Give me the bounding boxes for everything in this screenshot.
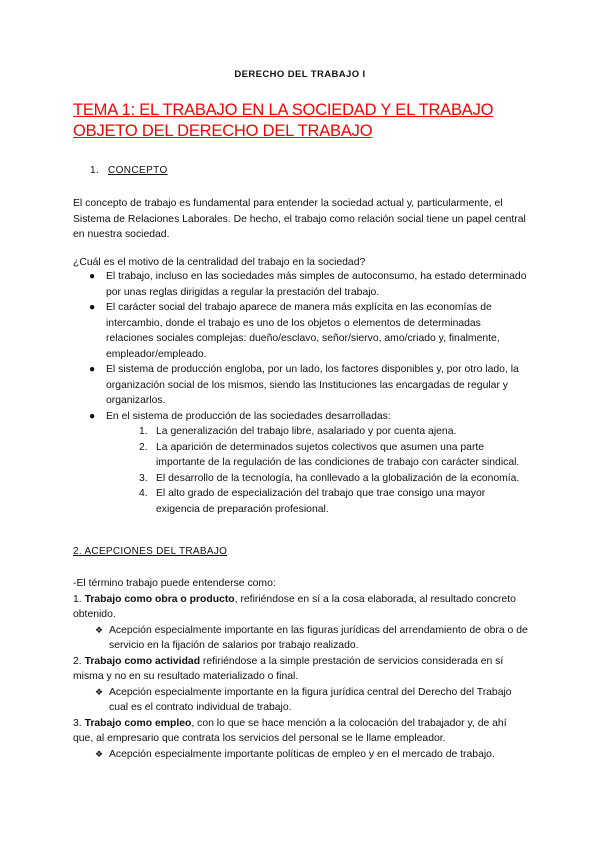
list-item [73,269,528,300]
sublist-number: 3. [139,472,148,484]
acepciones-intro: -El término trabajo puede entenderse como: [73,578,276,589]
bullet-icon: ● [89,271,96,282]
list-item [106,440,528,471]
document-title: DERECHO DEL TRABAJO I [234,69,366,80]
bullet-icon: ● [89,410,96,422]
acepcion-note-text: Acepción especialmente importante políticas de empleo y en el mercado de trabajo. [109,748,495,760]
list-item [106,471,528,487]
bullet-text: En el sistema de producción de las sociedades desarrolladas: [106,410,391,422]
sublist-text: La aparición de determinados sujetos colectivos que asumen una parte importante de la regulación de las condiciones de trabajo con carácter sindical. [156,441,520,468]
concept-bullet-list [73,269,528,517]
list-item [73,300,528,362]
acepcion-number: 1. [73,593,85,605]
sublist-number: 4. [139,488,148,499]
tema-heading-line-1: TEMA 1: EL TRABAJO EN LA SOCIEDAD Y EL TRABAJO [73,101,494,119]
acepcion-term: Trabajo como obra o producto [84,593,235,605]
acepcion-item-3 [73,716,528,747]
section-2-heading: 2. ACEPCIONES DEL TRABAJO [73,546,228,557]
developed-societies-sublist [106,424,528,517]
list-item [106,424,528,440]
bullet-icon: ● [89,364,96,375]
diamond-bullet-icon: ❖ [95,686,104,697]
acepcion-description: refiriéndose a la simple prestación de servicios considerada en sí misma y no en su resultado materializado o final. [73,655,504,682]
acepcion-note-3 [73,747,528,763]
acepciones-block [73,576,528,762]
acepcion-item-2 [73,654,528,685]
acepcion-note-1 [73,623,528,654]
sublist-number: 2. [139,441,148,453]
sublist-text: La generalización del trabajo libre, asalariado y por cuenta ajena. [156,426,457,437]
acepcion-term: Trabajo como empleo [84,717,192,729]
section-1-number: 1. [90,165,100,176]
acepcion-description: , con lo que se hace mención a la colocación del trabajador y, de ahí que, al empresario que contrata los servicios del personal se le llame empleador. [73,717,507,744]
sublist-text: El alto grado de especialización del trabajo que trae consigo una mayor exigencia de preparación profesional. [156,488,486,515]
centrality-question: ¿Cuál es el motivo de la centralidad del trabajo en la sociedad? [73,257,366,268]
bullet-icon: ● [89,302,96,313]
acepcion-description: , refiriéndose en sí a la cosa elaborada, al resultado concreto obtenido. [73,593,516,620]
tema-heading-line-2: OBJETO DEL DERECHO DEL TRABAJO [73,122,373,140]
acepcion-term: Trabajo como actividad [84,655,201,667]
acepcion-number: 2. [73,655,85,667]
sublist-number: 1. [139,426,148,437]
bullet-text: El carácter social del trabajo aparece de manera más explícita en las economías de intercambio, donde el trabajo es uno de los objetos o elementos de determinadas relaciones sociales complejas: dueño/esclavo, señor/siervo, amo/criado y, finalmente, empleador/empleado. [106,302,500,360]
diamond-bullet-icon: ❖ [95,748,104,759]
acepcion-note-text: Acepción especialmente importante en las figuras jurídicas del arrendamiento de obra o de servicio en la fijación de salarios por trabajo realizado. [109,624,528,651]
acepcion-item-1 [73,592,528,623]
list-item [106,486,528,517]
sublist-text: El desarrollo de la tecnología, ha conllevado a la globalización de la economía. [156,472,520,484]
section-1-heading [90,165,168,176]
list-item [73,409,528,518]
acepcion-note-2 [73,685,528,716]
acepcion-note-text: Acepción especialmente importante en la figura jurídica central del Derecho del Trabajo cual es el contrato individual de trabajo. [109,686,512,713]
tema-heading [73,100,543,142]
list-item [73,362,528,409]
section-1-label: CONCEPTO [108,165,168,176]
diamond-bullet-icon: ❖ [95,624,104,635]
acepcion-number: 3. [73,717,85,729]
bullet-text: El sistema de producción engloba, por un lado, los factores disponibles y, por otro lado, la organización social de los mismos, siendo las Instituciones las encargadas de regular y organizarlos. [106,364,519,406]
concept-intro-paragraph: El concepto de trabajo es fundamental para entender la sociedad actual y, particularmente, el Sistema de Relaciones Laborales. De hecho, el trabajo como relación social tiene un papel central en nuestra sociedad. [73,198,526,240]
bullet-text: El trabajo, incluso en las sociedades más simples de autoconsumo, ha estado determinado por unas reglas dirigidas a regular la prestación del trabajo. [106,271,527,298]
